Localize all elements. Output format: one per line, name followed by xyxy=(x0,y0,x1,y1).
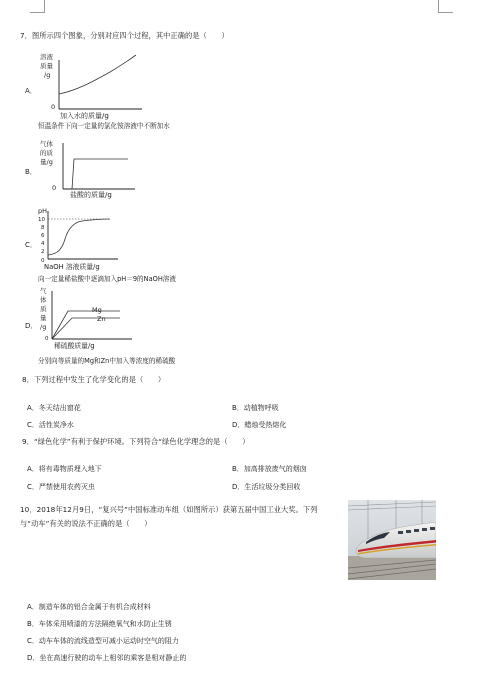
q10-option-b[interactable]: B．车体采用喷漆的方法隔绝氧气和水防止生锈 xyxy=(27,620,172,628)
graph-a-ylabel-1: 溶液 xyxy=(40,53,53,61)
q9-option-d[interactable]: D．生活垃圾分类回收 xyxy=(232,483,301,491)
graph-a-origin: 0 xyxy=(51,103,56,111)
corner-mark-left-h xyxy=(30,12,45,13)
graph-d-series-mg: Mg xyxy=(92,306,102,314)
corner-mark-right xyxy=(438,0,439,12)
graph-b-ylabel-3: 量/g xyxy=(40,158,53,166)
photo-ground xyxy=(348,556,436,580)
graph-c-xlabel: NaOH 溶液质量/g xyxy=(44,263,100,271)
graph-c-origin: 0 xyxy=(41,258,45,264)
graph-c-tick-8: 8 xyxy=(41,225,45,231)
graph-c-tick-10: 10 xyxy=(38,217,45,223)
graph-b-origin: 0 xyxy=(52,184,57,192)
graph-b-ylabel-1: 气体 xyxy=(40,140,53,148)
q7-graph-c xyxy=(30,205,150,273)
q9-option-b[interactable]: B．加高排放废气的烟囱 xyxy=(232,465,307,473)
graph-d-xlabel: 稀硫酸质量/g xyxy=(54,342,95,350)
graph-c-tick-2: 2 xyxy=(41,249,45,255)
corner-mark-left xyxy=(44,0,45,12)
q8-option-d[interactable]: D．蜡烛受热熔化 xyxy=(232,421,287,429)
corner-mark-right-h xyxy=(438,12,453,13)
q10-option-d[interactable]: D．坐在高速行驶的动车上相邻的乘客是相对静止的 xyxy=(27,654,187,662)
q8-option-a[interactable]: A．冬天结出窗花 xyxy=(27,404,81,412)
q10-stem-line1: 10．2018年12月9日，“复兴号”中国标准动车组（如图所示）获第五届中国工业大奖。下列 xyxy=(20,505,318,514)
q7-graph-b xyxy=(30,137,150,199)
graph-a-ylabel-2: 质量 xyxy=(40,62,53,70)
q9-stem: 9．“绿色化学”有利于保护环境。下列符合“绿色化学理念的是（ ） xyxy=(22,437,250,446)
graph-d-series-zn: Zn xyxy=(97,315,106,323)
graph-d-ylabel-2: 体 xyxy=(40,296,47,304)
q7-option-d-caption: 分别向等质量的Mg和Zn中加入等浓度的稀硫酸 xyxy=(38,357,176,365)
q8-stem: 8．下列过程中发生了化学变化的是（ ） xyxy=(22,375,166,384)
q10-option-a[interactable]: A．制造车体的铝合金属于有机合成材料 xyxy=(27,603,151,611)
graph-c-tick-4: 4 xyxy=(41,241,45,247)
graph-c-tick-6: 6 xyxy=(41,233,45,239)
q7-graph-a xyxy=(30,50,150,120)
graph-b-xlabel: 盐酸的质量/g xyxy=(70,191,112,199)
q7-option-c-caption: 向一定量稀盐酸中逐滴加入pH＝9的NaOH溶液 xyxy=(38,275,176,283)
graph-d-ylabel-1: 气 xyxy=(40,287,47,295)
q7-option-a-letter: A． xyxy=(25,87,37,95)
q10-option-c[interactable]: C．动车车体的流线造型可减小运动时空气的阻力 xyxy=(27,637,179,645)
bullet-train-image xyxy=(348,500,436,580)
graph-a-xlabel: 加入水的质量/g xyxy=(60,112,109,120)
q7-option-d-letter: D． xyxy=(25,322,38,330)
graph-c-curve xyxy=(48,219,110,255)
q9-option-a[interactable]: A．将有毒物质埋入地下 xyxy=(27,465,102,473)
q10-stem-line2: 与“动车”有关的说法不正确的是（ ） xyxy=(20,519,152,528)
graph-b-ylabel-2: 的质 xyxy=(40,149,53,157)
graph-b-line xyxy=(72,159,128,189)
graph-d-origin: 0 xyxy=(45,336,49,342)
q7-graph-d xyxy=(30,285,150,351)
q7-option-a-caption: 恒温条件下向一定量的氯化铵溶液中不断加水 xyxy=(38,122,170,130)
graph-d-ylabel-5: /g xyxy=(40,323,47,331)
q7-option-b-letter: B． xyxy=(25,168,37,176)
graph-c-ylabel: pH xyxy=(38,207,48,215)
q7-stem: 7．图所示四个图象，分别对应四个过程，其中正确的是（ ） xyxy=(20,31,229,40)
graph-d-ylabel-4: 量 xyxy=(40,314,47,322)
graph-a-ylabel-3: /g xyxy=(44,71,51,79)
q7-option-c-letter: C． xyxy=(25,241,37,249)
graph-d-ylabel-3: 质 xyxy=(40,305,47,313)
q8-option-c[interactable]: C．活性炭净水 xyxy=(27,421,74,429)
q8-option-b[interactable]: B．动植物呼吸 xyxy=(232,404,279,412)
graph-d-mg-line xyxy=(52,311,120,339)
graph-a-curve xyxy=(59,55,136,94)
q9-option-c[interactable]: C．严禁使用农药灭虫 xyxy=(27,483,95,491)
